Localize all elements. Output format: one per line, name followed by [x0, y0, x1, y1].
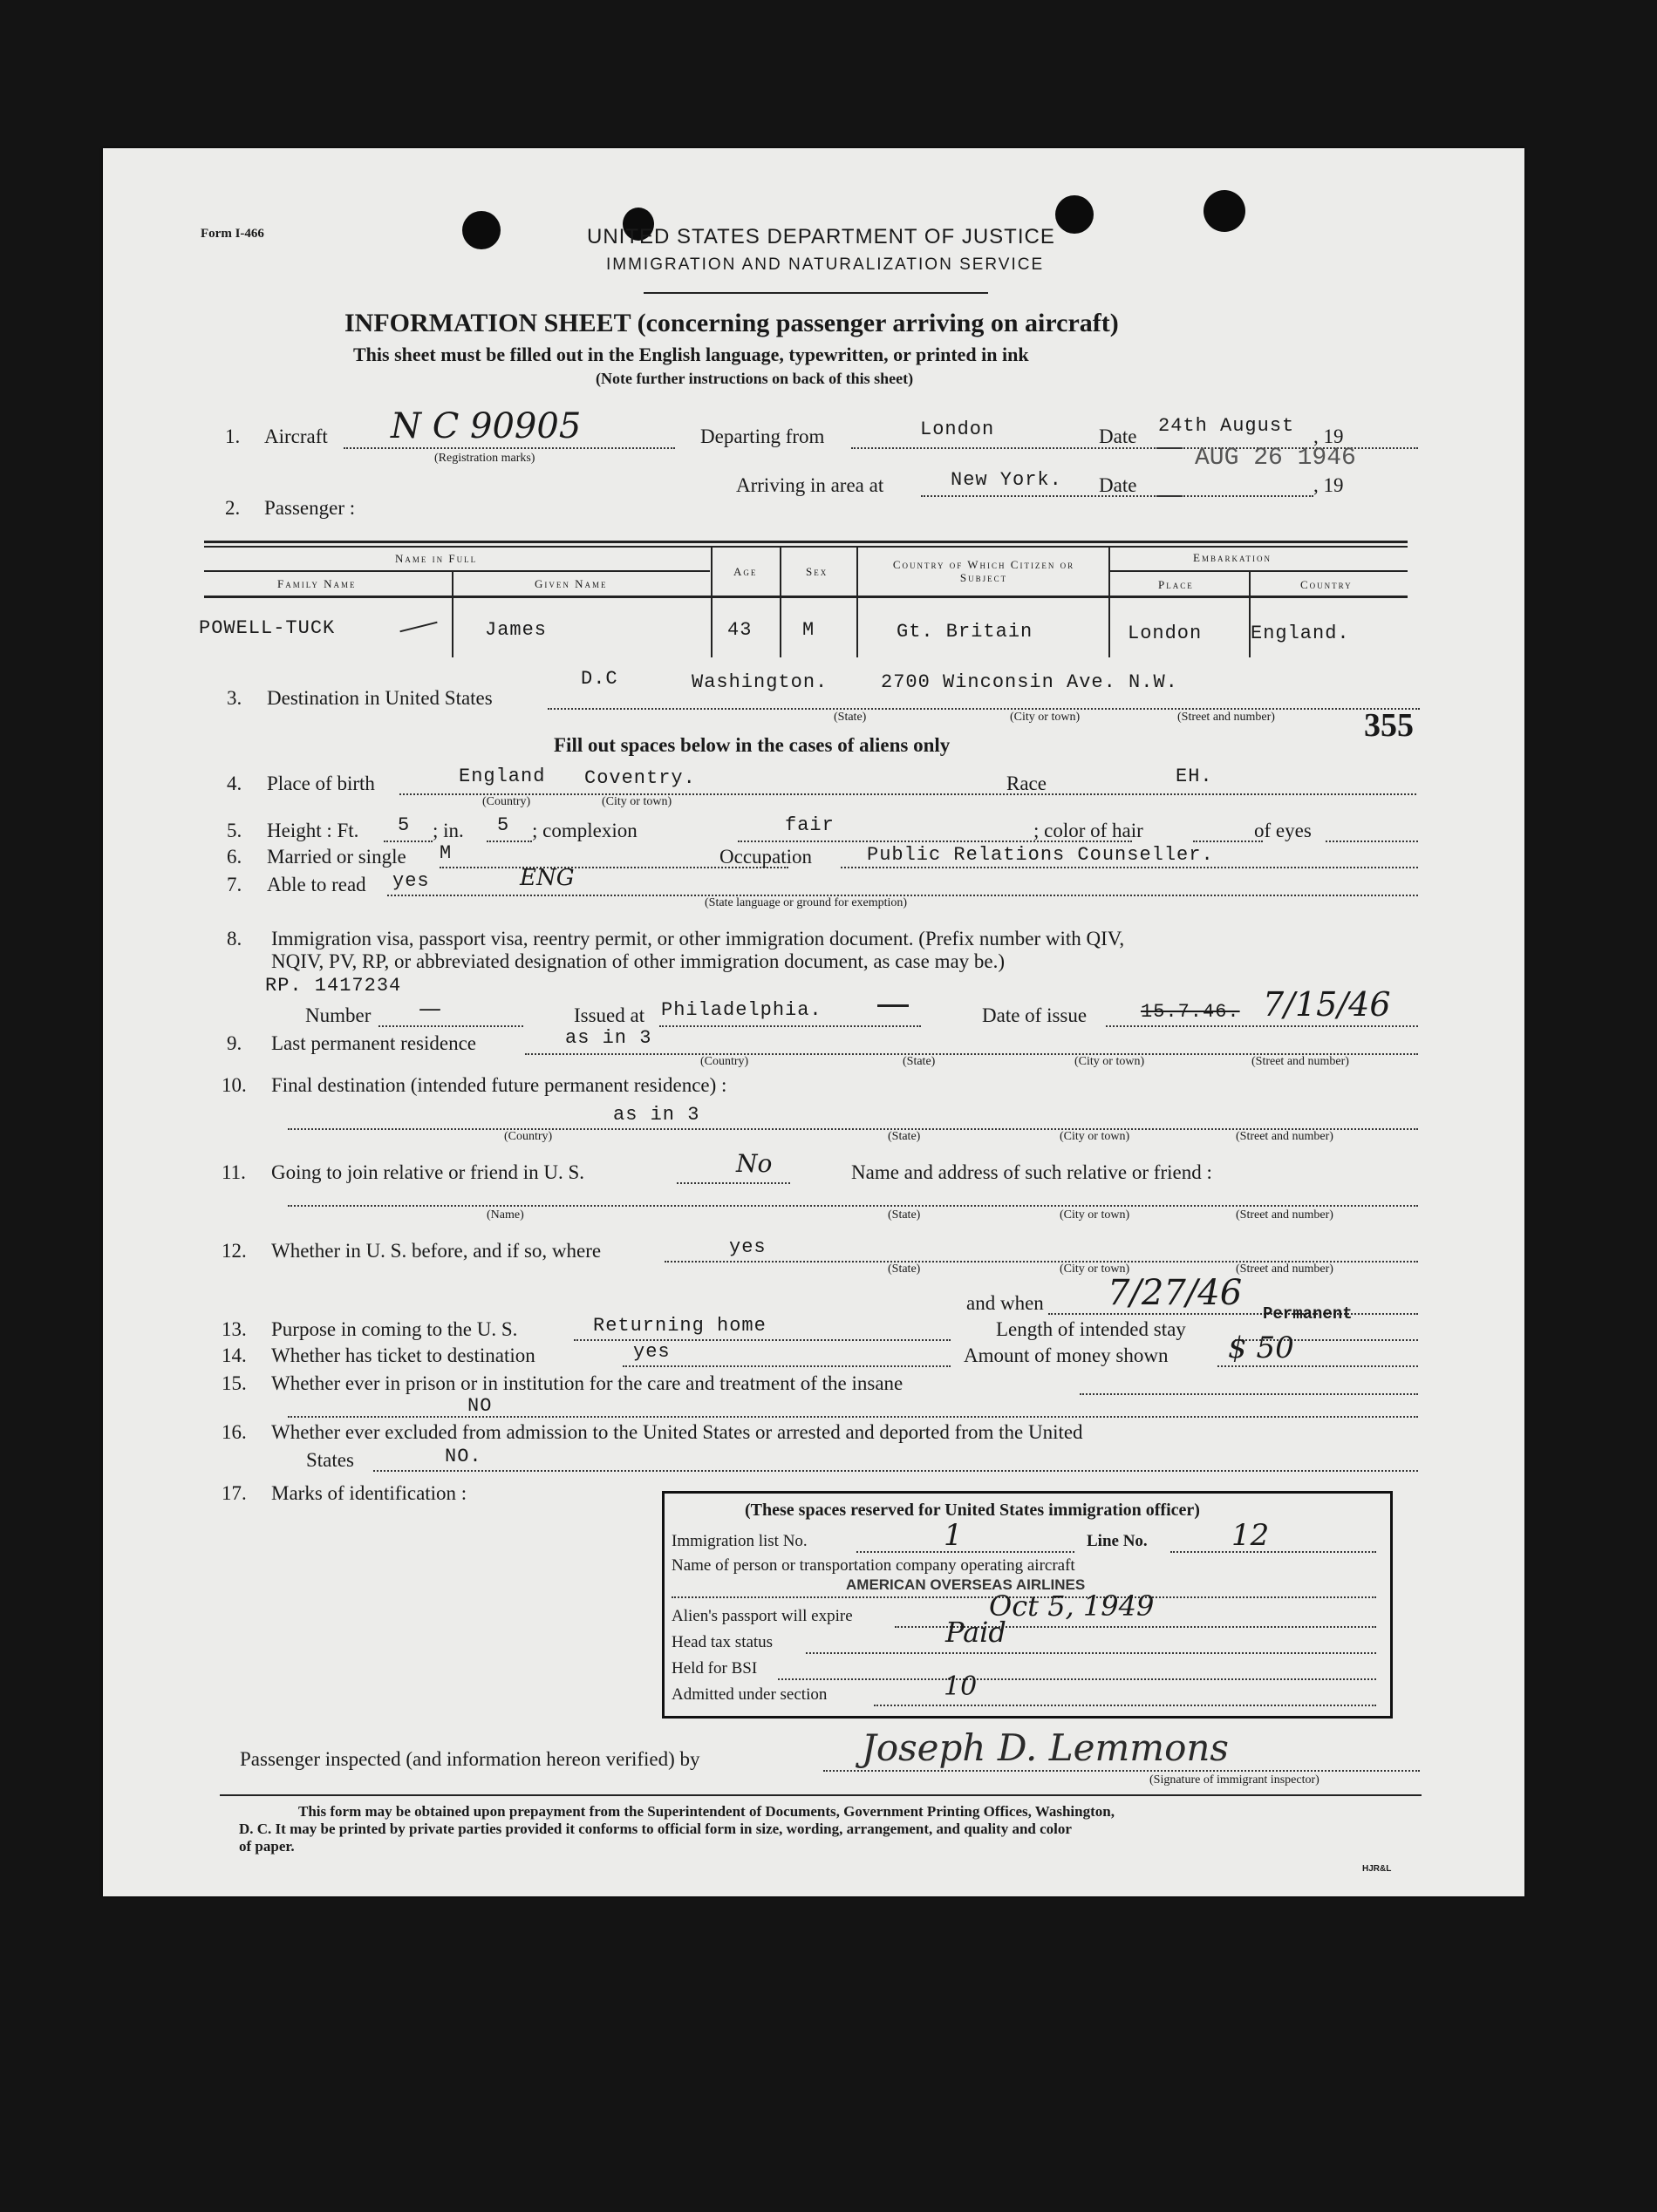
row-sex: M	[802, 619, 815, 641]
destination-cap-city: (City or town)	[1010, 711, 1081, 724]
departing-value: London	[920, 419, 995, 440]
operator-value: AMERICAN OVERSEAS AIRLINES	[846, 1576, 1086, 1593]
relative-cap-city: (City or town)	[1060, 1208, 1130, 1222]
row-citizen: Gt. Britain	[897, 621, 1033, 643]
item12-num: 12.	[222, 1240, 247, 1262]
relative-cap-street: (Street and number)	[1236, 1208, 1333, 1222]
race-value: EH.	[1176, 766, 1213, 787]
birth-country: England	[459, 766, 546, 787]
stay-label: Length of intended stay	[996, 1318, 1186, 1340]
purpose-value: Returning home	[593, 1315, 767, 1337]
relative-cap-state: (State)	[888, 1208, 921, 1222]
before-value: yes	[729, 1236, 767, 1258]
header-given-name: Given Name	[535, 577, 608, 590]
item4-label: Place of birth	[267, 772, 375, 794]
row-country: England.	[1251, 623, 1350, 644]
header-sex: Sex	[806, 565, 828, 578]
issued-dash	[877, 1004, 909, 1007]
item3-num: 3.	[227, 687, 242, 709]
aircraft-value: N C 90905	[391, 406, 582, 446]
header-rule	[644, 292, 988, 294]
tax-value: Paid	[945, 1616, 1006, 1649]
destination-state: D.C	[581, 668, 618, 690]
issue-date-value: 7/15/46	[1263, 985, 1391, 1024]
date2-year: , 19	[1313, 474, 1344, 496]
birth-cap-city: (City or town)	[602, 795, 672, 808]
residence-label: Last permanent residence	[271, 1032, 476, 1054]
inspected-label: Passenger inspected (and information hereon verified) by	[240, 1748, 700, 1770]
item1-num: 1.	[225, 425, 241, 447]
relative-cap-name: (Name)	[487, 1208, 524, 1222]
excluded-value: NO.	[445, 1446, 482, 1467]
stamp-number: 355	[1364, 707, 1414, 744]
residence-cap-city: (City or town)	[1074, 1055, 1145, 1068]
arriving-value: New York.	[951, 469, 1062, 491]
final-cap-state: (State)	[888, 1130, 921, 1143]
birth-city: Coventry.	[584, 767, 696, 789]
item1-label: Aircraft	[264, 425, 328, 447]
header-age: Age	[733, 565, 758, 578]
issued-value: Philadelphia.	[661, 999, 822, 1021]
form-note: (Note further instructions on back of this sheet)	[596, 370, 914, 387]
punch-hole-3	[1055, 195, 1094, 234]
item9-num: 9.	[227, 1032, 242, 1054]
ticket-label: Whether has ticket to destination	[271, 1344, 535, 1366]
arriving-label: Arriving in area at	[736, 474, 884, 496]
header-place: Place	[1158, 578, 1194, 591]
date-stamp: AUG 26 1946	[1195, 445, 1356, 472]
married-label: Married or single	[267, 846, 406, 868]
aliens-heading: Fill out spaces below in the cases of aliens only	[554, 734, 951, 756]
item11-num: 11.	[222, 1161, 246, 1183]
read-language: ENG	[520, 865, 575, 891]
header-embarkation: Embarkation	[1193, 551, 1272, 564]
prison-label: Whether ever in prison or in institution for the care and treatment of the insane	[271, 1372, 904, 1394]
item5-num: 5.	[227, 820, 242, 841]
residence-value: as in 3	[565, 1027, 652, 1049]
height-in: 5	[497, 814, 510, 836]
form-title: INFORMATION SHEET (concerning passenger arriving on aircraft)	[344, 309, 1119, 337]
race-label: Race	[1006, 772, 1047, 794]
destination-street: 2700 Winconsin Ave. N.W.	[881, 671, 1178, 693]
bsi-label: Held for BSI	[672, 1659, 758, 1678]
row-given-name: James	[485, 619, 548, 641]
item16-num: 16.	[222, 1421, 247, 1443]
header-family-name: Family Name	[277, 577, 357, 590]
footer-line2: D. C. It may be printed by private parties provided it conforms to official form in size, wording, arrangement, and quality and color	[239, 1821, 1072, 1837]
read-value: yes	[392, 870, 430, 892]
item3-label: Destination in United States	[267, 687, 493, 709]
form-subtitle: This sheet must be filled out in the English language, typewritten, or printed in ink	[353, 344, 1029, 365]
form-number: Form I-466	[201, 227, 264, 241]
final-cap-city: (City or town)	[1060, 1130, 1130, 1143]
occupation-label: Occupation	[719, 846, 813, 868]
item8-text1: Immigration visa, passport visa, reentry permit, or other immigration document. (Prefix number with QIV,	[271, 928, 1125, 949]
relative-label: Name and address of such relative or friend :	[851, 1161, 1212, 1183]
final-cap-country: (Country)	[504, 1130, 553, 1143]
service-name: IMMIGRATION AND NATURALIZATION SERVICE	[606, 255, 1045, 274]
complexion-value: fair	[785, 814, 835, 836]
footer-code: HJR&L	[1362, 1864, 1392, 1874]
final-cap-street: (Street and number)	[1236, 1130, 1333, 1143]
item6-num: 6.	[227, 846, 242, 868]
item15-num: 15.	[222, 1372, 247, 1394]
married-value: M	[440, 842, 453, 864]
residence-cap-street: (Street and number)	[1251, 1055, 1349, 1068]
operator-label: Name of person or transportation company operating aircraft	[672, 1556, 1075, 1575]
before-cap-state: (State)	[888, 1263, 921, 1276]
item7-num: 7.	[227, 874, 242, 895]
officer-box	[662, 1491, 1393, 1719]
tax-label: Head tax status	[672, 1633, 774, 1651]
money-value: $ 50	[1228, 1331, 1294, 1365]
row-age: 43	[727, 619, 753, 641]
agency-name: UNITED STATES DEPARTMENT OF JUSTICE	[587, 225, 1055, 248]
item2-num: 2.	[225, 497, 241, 519]
officer-heading: (These spaces reserved for United States immigration officer)	[745, 1501, 1200, 1520]
footer-line3: of paper.	[239, 1838, 295, 1855]
hair-label: ; color of hair	[1033, 820, 1143, 841]
occupation-value: Public Relations Counseller.	[867, 844, 1214, 866]
item8-num: 8.	[227, 928, 242, 949]
signature-caption: (Signature of immigrant inspector)	[1149, 1773, 1319, 1787]
issued-label: Issued at	[574, 1004, 645, 1026]
ticket-value: yes	[633, 1341, 671, 1363]
line-label: Line No.	[1087, 1532, 1148, 1550]
excluded-label2: States	[306, 1449, 354, 1471]
height-label: Height : Ft.	[267, 820, 359, 841]
issue-date-label: Date of issue	[982, 1004, 1088, 1026]
tick-mark	[399, 622, 437, 633]
item8-text2: NQIV, PV, RP, or abbreviated designation of other immigration document, as case may be.)	[271, 950, 1006, 972]
item2-label: Passenger :	[264, 497, 356, 519]
list-value: 1	[944, 1518, 963, 1553]
when-label: and when	[966, 1292, 1044, 1314]
item13-num: 13.	[222, 1318, 247, 1340]
section-label: Admitted under section	[672, 1685, 828, 1704]
passport-label: Alien's passport will expire	[672, 1607, 853, 1625]
stay-value: Permanent	[1263, 1304, 1353, 1324]
section-value: 10	[944, 1671, 978, 1702]
before-label: Whether in U. S. before, and if so, where	[271, 1240, 602, 1262]
number-label: Number	[305, 1004, 372, 1026]
birth-cap-country: (Country)	[482, 795, 531, 808]
residence-cap-country: (Country)	[700, 1055, 749, 1068]
before-cap-city: (City or town)	[1060, 1263, 1130, 1276]
height-in-label: ; in.	[433, 820, 464, 841]
issue-date-struck: 15.7.46.	[1141, 1001, 1240, 1023]
header-country-citizen: Country of Which Citizen or Subject	[892, 558, 1075, 584]
marks-label: Marks of identification :	[271, 1482, 467, 1504]
passport-value: Oct 5, 1949	[989, 1589, 1155, 1623]
form-sheet	[103, 148, 1524, 1896]
line-value: 12	[1231, 1518, 1270, 1553]
list-label: Immigration list No.	[672, 1532, 808, 1550]
rp-number: RP. 1417234	[265, 975, 402, 997]
row-place: London	[1128, 623, 1203, 644]
destination-city: Washington.	[692, 671, 828, 693]
item14-num: 14.	[222, 1344, 247, 1366]
eyes-label: of eyes	[1254, 820, 1312, 841]
date-value: 24th August	[1158, 415, 1295, 437]
inspector-signature: Joseph D. Lemmons	[862, 1726, 1229, 1769]
prison-value: NO	[467, 1395, 493, 1417]
header-country: Country	[1300, 578, 1353, 591]
punch-hole-4	[1204, 190, 1245, 232]
read-caption: (State language or ground for exemption)	[705, 896, 908, 909]
number-value: —	[419, 996, 441, 1022]
aircraft-caption: (Registration marks)	[434, 452, 535, 465]
final-dest-value: as in 3	[613, 1104, 700, 1126]
date-label: Date	[1099, 425, 1137, 447]
item17-num: 17.	[222, 1482, 247, 1504]
when-value: 7/27/46	[1108, 1273, 1243, 1313]
item10-num: 10.	[222, 1074, 247, 1096]
join-label: Going to join relative or friend in U. S.	[271, 1161, 584, 1183]
destination-cap-street: (Street and number)	[1177, 711, 1275, 724]
destination-cap-state: (State)	[834, 711, 867, 724]
row-family-name: POWELL-TUCK	[199, 617, 336, 639]
excluded-label: Whether ever excluded from admission to the United States or arrested and deported from the United	[271, 1421, 1083, 1443]
footer-line1: This form may be obtained upon prepayment from the Superintendent of Documents, Government Printing Offices, Washington,	[298, 1803, 1115, 1820]
date2-label: Date	[1099, 474, 1137, 496]
date-year: , 19	[1313, 425, 1344, 447]
height-ft: 5	[398, 814, 411, 836]
before-cap-street: (Street and number)	[1236, 1263, 1333, 1276]
punch-hole-1	[462, 211, 501, 249]
money-label: Amount of money shown	[964, 1344, 1169, 1366]
join-value: No	[736, 1149, 773, 1178]
complexion-label: ; complexion	[532, 820, 638, 841]
header-name-in-full: Name in Full	[395, 552, 478, 565]
departing-label: Departing from	[700, 425, 825, 447]
final-dest-label: Final destination (intended future permanent residence) :	[271, 1074, 727, 1096]
item4-num: 4.	[227, 772, 242, 794]
read-label: Able to read	[267, 874, 366, 895]
purpose-label: Purpose in coming to the U. S.	[271, 1318, 518, 1340]
residence-cap-state: (State)	[903, 1055, 936, 1068]
